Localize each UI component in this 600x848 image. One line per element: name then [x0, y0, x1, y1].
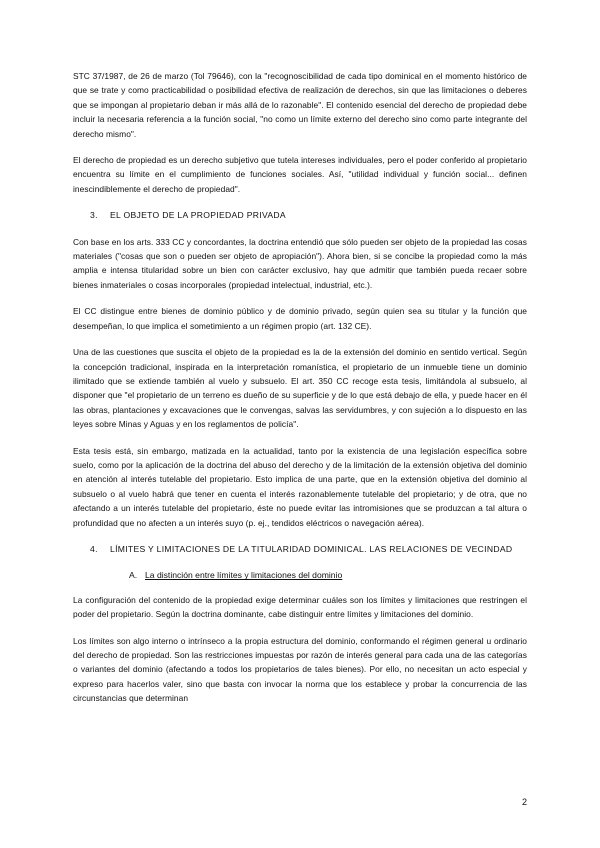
paragraph: El derecho de propiedad es un derecho subjetivo que tutela intereses individuales, pero el poder conferido al propietario encuentra su límite en el cumplimiento de funciones sociales. Así, "utilidad individual y función social... definen inescindiblemente el derecho de propiedad". — [73, 155, 527, 194]
paragraph: La configuración del contenido de la propiedad exige determinar cuáles son los límites y limitaciones que restringen el poder del propietario. Según la doctrina dominante, cabe distinguir entre límites y limitaciones del dominio. — [73, 594, 527, 620]
paragraph: STC 37/1987, de 26 de marzo (Tol 79646), con la "recognoscibilidad de cada tipo dominical en el momento histórico de que se trate y como practicabilidad o posibilidad efectiva de realización de derechos, sin que las limitaciones o deberes que se impongan al propietario deban ir más allá de lo razonable". El contenido esencial del derecho de propiedad debe incluir la necesaria referencia a la función social, "no como un límite externo del derecho sino como parte integrante del derecho mismo". — [73, 71, 527, 139]
section-number: 3. — [90, 210, 98, 221]
section-heading-3 — [73, 208, 527, 222]
section-title: LÍMITES Y LIMITACIONES DE LA TITULARIDAD DOMINICAL. LAS RELACIONES DE VECINDAD — [110, 543, 513, 554]
section-heading-4 — [73, 542, 527, 556]
subsection-title: La distinción entre límites y limitaciones del dominio — [145, 570, 343, 581]
paragraph: Con base en los arts. 333 CC y concordantes, la doctrina entendió que sólo pueden ser objeto de la propiedad las cosas materiales ("cosas que son o pueden ser objeto de apropiación"). Ahora bien, si se concibe la propiedad como la más amplia e intensa titularidad sobre un bien con carácter exclusivo, hay que admitir que también pueda recaer sobre bienes inmateriales o cosas incorporales (propiedad intelectual, industrial, etc.). — [73, 236, 527, 290]
subsection-heading-a — [73, 568, 527, 582]
section-title: EL OBJETO DE LA PROPIEDAD PRIVADA — [110, 210, 286, 221]
section-number: 4. — [90, 543, 98, 554]
subsection-letter: A. — [129, 570, 138, 581]
paragraph: El CC distingue entre bienes de dominio público y de dominio privado, según quien sea su titular y la función que desempeñan, lo que implica el sometimiento a un régimen propio (art. 132 CE). — [73, 306, 527, 331]
paragraph: Una de las cuestiones que suscita el objeto de la propiedad es la de la extensión del dominio en sentido vertical. Según la concepción tradicional, inspirada en la interpretación romanística, el propietario de un inmueble tiene un dominio ilimitado que se extiende también al vuelo y subsuelo. El art. 350 CC recoge esta tesis, limitándola al subsuelo, al disponer que "el propietario de un terreno es dueño de su superficie y de lo que está debajo de ella, y puede hacer en él las obras, plantaciones y excavaciones que le convengas, salvas las servidumbres, y con sujeción a lo dispuesto en las leyes sobre Minas y Aguas y en los reglamentos de policía". — [73, 347, 527, 430]
paragraph: Esta tesis está, sin embargo, matizada en la actualidad, tanto por la existencia de una legislación específica sobre suelo, como por la aplicación de la doctrina del abuso del derecho y de la limitación de la extensión objetiva del dominio en atención al interés tutelable del propietario. Esto implica de una parte, que en la extensión objetiva del dominio al subsuelo o al vuelo habrá que tener en cuenta el interés razonablemente tutelable del propietario; y de otra, que no afectando a un interés tutelable del propietario, éste no puede evitar las intromisiones que se produzcan a tal altura o profundidad que no afecten a un interés suyo (p. ej., tendidos eléctricos o navegación aérea). — [73, 445, 527, 528]
paragraph: Los límites son algo interno o intrínseco a la propia estructura del dominio, conformando el régimen general u ordinario del derecho de propiedad. Son las restricciones impuestas por razón de interés general para cada una de las categorías o variantes del dominio (afectando a todos los propietarios de tales bienes). Por ello, no necesitan un acto especial y expreso para hacerlos valer, sino que basta con invocar la norma que los establece y probar la concurrencia de las circunstancias que determinan — [73, 635, 527, 704]
page-number: 2 — [521, 797, 527, 807]
page-content — [73, 69, 527, 718]
